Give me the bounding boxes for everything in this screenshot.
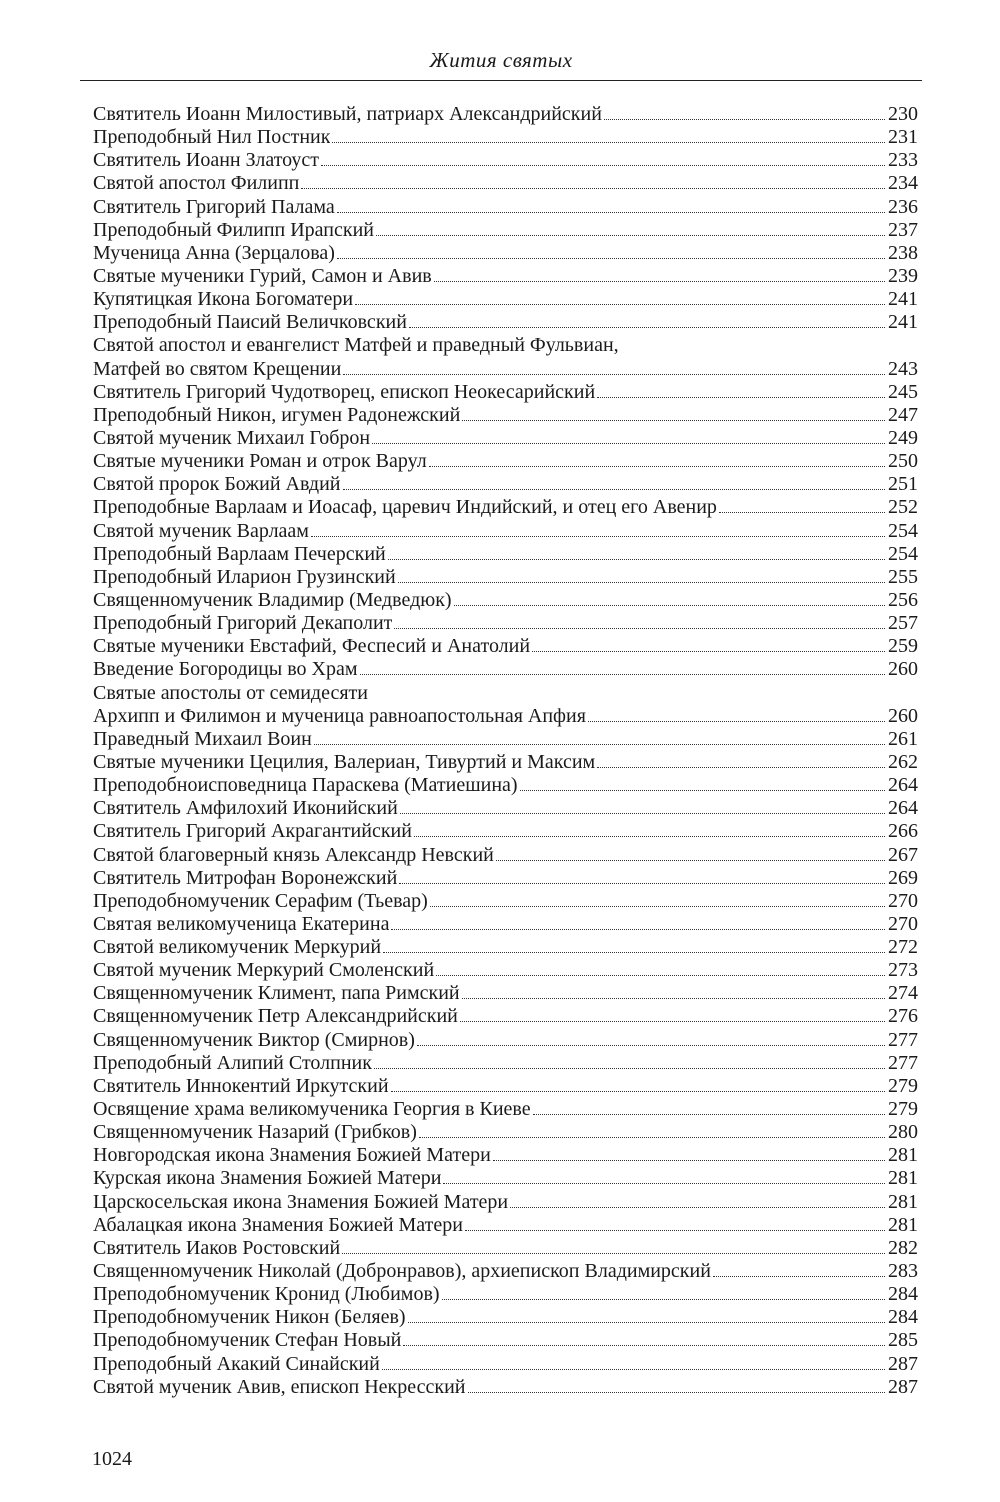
toc-entry-row — [93, 1376, 918, 1399]
toc-entry-page-number: 284 — [888, 1283, 918, 1306]
dot-leader — [468, 1392, 886, 1393]
toc-entry-row — [93, 126, 918, 149]
dot-leader — [597, 767, 885, 768]
toc-entry-page-number: 241 — [888, 311, 918, 334]
toc-entry-page-number: 277 — [888, 1028, 918, 1051]
toc-entry-row — [93, 172, 918, 195]
toc-entry-row — [93, 196, 918, 219]
dot-leader — [360, 674, 885, 675]
toc-entry-title: Новгородская икона Знамения Божией Матери — [93, 1144, 491, 1167]
toc-entry-title: Освящение храма великомученика Георгия в Киеве — [93, 1098, 531, 1121]
toc-entry-title: Святитель Григорий Палама — [93, 195, 335, 218]
dot-leader — [532, 651, 885, 652]
toc-entry-row — [93, 728, 918, 751]
dot-leader — [417, 1045, 885, 1046]
toc-entry-page-number: 262 — [888, 750, 918, 773]
toc-entry-row — [93, 959, 918, 982]
toc-entry-row — [93, 1214, 918, 1237]
dot-leader — [343, 374, 885, 375]
toc-entry-page-number: 280 — [888, 1121, 918, 1144]
toc-entry-title: Праведный Михаил Воин — [93, 727, 312, 750]
toc-entry[interactable] — [93, 682, 918, 728]
toc-entry-row — [93, 427, 918, 450]
toc-entry-row — [93, 1167, 918, 1190]
toc-entry-page-number: 287 — [888, 1352, 918, 1375]
toc-entry-row — [93, 982, 918, 1005]
toc-entry-row — [93, 103, 918, 126]
toc-entry-row — [93, 1052, 918, 1075]
toc-entry[interactable] — [93, 149, 918, 172]
toc-entry-page-number: 249 — [888, 426, 918, 449]
toc-entry[interactable] — [93, 658, 918, 681]
dot-leader — [355, 304, 885, 305]
toc-entry-row — [93, 867, 918, 890]
toc-entry[interactable] — [93, 219, 918, 242]
toc-entry-title: Преподобные Варлаам и Иоасаф, царевич Индийский, и отец его Авенир — [93, 496, 717, 519]
toc-entry-first-line: Святые апостолы от семидесяти — [93, 681, 368, 704]
toc-entry-page-number: 270 — [888, 912, 918, 935]
toc-entry-title: Преподобный Варлаам Печерский — [93, 542, 386, 565]
dot-leader — [713, 1276, 885, 1277]
dot-leader — [332, 142, 885, 143]
toc-entry[interactable] — [93, 612, 918, 635]
toc-entry-row — [93, 612, 918, 635]
toc-entry-page-number: 261 — [888, 727, 918, 750]
toc-entry-title: Преподобномученик Кронид (Любимов) — [93, 1283, 440, 1306]
toc-entry[interactable] — [93, 334, 918, 380]
toc-entry-page-number: 260 — [888, 658, 918, 681]
dot-leader — [460, 1021, 885, 1022]
toc-entry-page-number: 277 — [888, 1051, 918, 1074]
toc-entry-page-number: 257 — [888, 612, 918, 635]
page-number: 1024 — [92, 1448, 132, 1470]
toc-entry[interactable] — [93, 1075, 918, 1098]
toc-entry-row — [93, 242, 918, 265]
toc-entry-page-number: 287 — [888, 1375, 918, 1398]
toc-entry-row — [93, 705, 918, 728]
header-rule — [80, 80, 922, 81]
toc-entry-title: Преподобный Паисий Величковский — [93, 311, 407, 334]
dot-leader — [533, 1114, 885, 1115]
toc-entry-row — [93, 1098, 918, 1121]
dot-leader — [301, 188, 885, 189]
dot-leader — [374, 1068, 885, 1069]
dot-leader — [400, 813, 885, 814]
toc-entry-page-number: 281 — [888, 1144, 918, 1167]
toc-entry-page-number: 264 — [888, 797, 918, 820]
toc-entry-page-number: 236 — [888, 195, 918, 218]
toc-entry-page-number: 276 — [888, 1005, 918, 1028]
toc-entry-title: Святой мученик Михаил Гоброн — [93, 426, 371, 449]
toc-entry-page-number: 279 — [888, 1098, 918, 1121]
toc-entry[interactable] — [93, 1353, 918, 1376]
toc-entry-title: Святая великомученица Екатерина — [93, 912, 390, 935]
dot-leader — [436, 975, 885, 976]
toc-entry[interactable] — [93, 1329, 918, 1352]
toc-entry-row — [93, 658, 918, 681]
dot-leader — [462, 998, 885, 999]
toc-entry-page-number: 274 — [888, 982, 918, 1005]
toc-entry-row — [93, 566, 918, 589]
toc-entry-row — [93, 1306, 918, 1329]
toc-entry-title: Святитель Амфилохий Иконийский — [93, 797, 398, 820]
toc-entry-page-number: 239 — [888, 264, 918, 287]
toc-entry[interactable] — [93, 543, 918, 566]
toc-entry-page-number: 283 — [888, 1260, 918, 1283]
toc-entry[interactable] — [93, 867, 918, 890]
toc-entry-row — [93, 797, 918, 820]
toc-entry[interactable] — [93, 1167, 918, 1190]
toc-entry-title: Святой пророк Божий Авдий — [93, 473, 341, 496]
toc-entry[interactable] — [93, 589, 918, 612]
toc-entry-page-number: 241 — [888, 288, 918, 311]
toc-entry-page-number: 281 — [888, 1167, 918, 1190]
toc-entry[interactable] — [93, 1283, 918, 1306]
toc-entry-title: Святой великомученик Меркурий — [93, 936, 382, 959]
toc-entry[interactable] — [93, 496, 918, 519]
dot-leader — [462, 420, 885, 421]
toc-entry[interactable] — [93, 1052, 918, 1075]
toc-entry-page-number: 233 — [888, 149, 918, 172]
dot-leader — [399, 883, 885, 884]
toc-entry[interactable] — [93, 473, 918, 496]
toc-entry-row — [93, 1144, 918, 1167]
dot-leader — [343, 489, 886, 490]
toc-entry[interactable] — [93, 1376, 918, 1399]
toc-entry-row — [93, 450, 918, 473]
toc-entry-row — [93, 473, 918, 496]
toc-entry-title: Священномученик Назарий (Грибков) — [93, 1121, 417, 1144]
toc-entry-page-number: 260 — [888, 704, 918, 727]
toc-entry[interactable] — [93, 751, 918, 774]
dot-leader — [398, 582, 885, 583]
toc-entry[interactable] — [93, 1191, 918, 1214]
dot-leader — [419, 1137, 885, 1138]
toc-entry-title: Матфей во святом Крещении — [93, 357, 342, 380]
toc-entry-row — [93, 543, 918, 566]
toc-entry-row — [93, 1005, 918, 1028]
toc-entry-title: Святые мученики Роман и отрок Варул — [93, 450, 427, 473]
toc-entry[interactable] — [93, 404, 918, 427]
toc-entry-page-number: 264 — [888, 774, 918, 797]
dot-leader — [409, 327, 885, 328]
toc-entry[interactable] — [93, 126, 918, 149]
toc-entry-page-number: 254 — [888, 542, 918, 565]
toc-entry-title: Священномученик Виктор (Смирнов) — [93, 1028, 415, 1051]
toc-entry-row — [93, 496, 918, 519]
toc-entry-page-number: 238 — [888, 241, 918, 264]
toc-entry-title: Архипп и Филимон и мученица равноапостольная Апфия — [93, 704, 586, 727]
toc-entry-page-number: 231 — [888, 126, 918, 149]
dot-leader — [604, 119, 885, 120]
toc-entry-page-number: 285 — [888, 1329, 918, 1352]
dot-leader — [321, 165, 885, 166]
dot-leader — [434, 281, 885, 282]
toc-entry-title: Введение Богородицы во Храм — [93, 658, 358, 681]
toc-entry-page-number: 234 — [888, 172, 918, 195]
dot-leader — [391, 1091, 885, 1092]
toc-entry-row — [93, 936, 918, 959]
dot-leader — [597, 397, 885, 398]
dot-leader — [496, 860, 885, 861]
dot-leader — [493, 1160, 885, 1161]
toc-entry[interactable] — [93, 1306, 918, 1329]
dot-leader — [382, 1369, 885, 1370]
toc-entry-title: Священномученик Климент, папа Римский — [93, 982, 460, 1005]
toc-entry[interactable] — [93, 635, 918, 658]
toc-entry-title: Священномученик Петр Александрийский — [93, 1005, 458, 1028]
toc-entry[interactable] — [93, 427, 918, 450]
dot-leader — [719, 512, 885, 513]
toc-entry-page-number: 251 — [888, 473, 918, 496]
toc-entry-title: Святитель Григорий Чудотворец, епископ Неокесарийский — [93, 380, 596, 403]
dot-leader — [337, 258, 885, 259]
toc-entry[interactable] — [93, 982, 918, 1005]
toc-entry-title: Святой мученик Варлаам — [93, 519, 309, 542]
toc-entry-row — [93, 774, 918, 797]
toc-entry-page-number: 281 — [888, 1190, 918, 1213]
toc-entry[interactable] — [93, 1029, 918, 1052]
toc-entry-page-number: 272 — [888, 936, 918, 959]
toc-entry-page-number: 247 — [888, 403, 918, 426]
toc-entry-page-number: 245 — [888, 380, 918, 403]
toc-entry[interactable] — [93, 103, 918, 126]
toc-entry-row — [93, 149, 918, 172]
toc-entry-title: Преподобный Алипий Столпник — [93, 1051, 372, 1074]
toc-entry-title: Святой мученик Авив, епископ Некресский — [93, 1375, 466, 1398]
toc-entry[interactable] — [93, 774, 918, 797]
toc-entry[interactable] — [93, 936, 918, 959]
toc-entry-page-number: 256 — [888, 588, 918, 611]
toc-entry-title: Мученица Анна (Зерцалова) — [93, 241, 335, 264]
toc-entry[interactable] — [93, 1144, 918, 1167]
toc-entry-page-number: 250 — [888, 450, 918, 473]
toc-entry-title: Преподобный Нил Постник — [93, 126, 331, 149]
dot-leader — [391, 929, 885, 930]
toc-entry[interactable] — [93, 288, 918, 311]
toc-entry-page-number: 269 — [888, 866, 918, 889]
dot-leader — [442, 1299, 885, 1300]
toc-entry-row — [93, 890, 918, 913]
toc-entry-page-number: 266 — [888, 820, 918, 843]
toc-entry-row — [93, 751, 918, 774]
dot-leader — [376, 235, 885, 236]
toc-entry[interactable] — [93, 242, 918, 265]
dot-leader — [383, 952, 885, 953]
dot-leader — [465, 1230, 885, 1231]
toc-entry-title: Святой мученик Меркурий Смоленский — [93, 959, 435, 982]
toc-entry[interactable] — [93, 1260, 918, 1283]
toc-entry[interactable] — [93, 311, 918, 334]
toc-entry-title: Преподобномученик Стефан Новый — [93, 1329, 402, 1352]
toc-entry-title: Абалацкая икона Знамения Божией Матери — [93, 1213, 463, 1236]
toc-entry[interactable] — [93, 890, 918, 913]
toc-entry-row — [93, 635, 918, 658]
toc-entry-row — [93, 311, 918, 334]
toc-entry[interactable] — [93, 450, 918, 473]
toc-entry-row — [93, 358, 918, 381]
toc-entry-row — [93, 1075, 918, 1098]
toc-entry-title: Святитель Иннокентий Иркутский — [93, 1074, 389, 1097]
toc-entry-page-number: 273 — [888, 959, 918, 982]
dot-leader — [454, 605, 885, 606]
toc-entry-page-number: 279 — [888, 1074, 918, 1097]
toc-entry[interactable] — [93, 797, 918, 820]
toc-entry-page-number: 281 — [888, 1213, 918, 1236]
toc-entry-row — [93, 589, 918, 612]
toc-entry-row — [93, 1191, 918, 1214]
dot-leader — [520, 790, 885, 791]
toc-entry-row — [93, 1260, 918, 1283]
dot-leader — [414, 836, 885, 837]
toc-entry[interactable] — [93, 728, 918, 751]
toc-entry[interactable] — [93, 820, 918, 843]
dot-leader — [408, 1322, 885, 1323]
toc-entry-row — [93, 1121, 918, 1144]
toc-entry[interactable] — [93, 913, 918, 936]
toc-entry-title: Преподобный Григорий Декаполит — [93, 612, 393, 635]
dot-leader — [337, 212, 885, 213]
toc-entry-title: Курская икона Знамения Божией Матери — [93, 1167, 442, 1190]
toc-entry-title: Священномученик Владимир (Медведюк) — [93, 588, 452, 611]
toc-entry[interactable] — [93, 1005, 918, 1028]
toc-entry-row — [93, 288, 918, 311]
toc-entry-title: Преподобномученик Никон (Беляев) — [93, 1306, 406, 1329]
dot-leader — [443, 1183, 885, 1184]
toc-entry-row — [93, 1353, 918, 1376]
toc-entry-title: Преподобный Акакий Синайский — [93, 1352, 380, 1375]
toc-entry-title: Преподобномученик Серафим (Тьевар) — [93, 889, 428, 912]
toc-entry[interactable] — [93, 1098, 918, 1121]
dot-leader — [311, 536, 885, 537]
toc-entry-row — [93, 1329, 918, 1352]
toc-entry-first-line: Святой апостол и евангелист Матфей и праведный Фульвиан, — [93, 334, 619, 357]
toc-entry-title: Святитель Иоанн Златоуст — [93, 149, 320, 172]
toc-entry[interactable] — [93, 959, 918, 982]
toc-entry-row — [93, 381, 918, 404]
toc-entry-page-number: 252 — [888, 496, 918, 519]
toc-entry-title: Святой благоверный князь Александр Невский — [93, 843, 494, 866]
toc-entry-row — [93, 520, 918, 543]
toc-entry-title: Царскосельская икона Знамения Божией Матери — [93, 1190, 509, 1213]
toc-entry-page-number: 267 — [888, 843, 918, 866]
toc-entry[interactable] — [93, 520, 918, 543]
toc-entry[interactable] — [93, 844, 918, 867]
toc-entry[interactable] — [93, 381, 918, 404]
toc-entry-page-number: 230 — [888, 103, 918, 125]
dot-leader — [388, 559, 885, 560]
toc-entry-title: Святитель Митрофан Воронежский — [93, 866, 398, 889]
toc-entry[interactable] — [93, 1237, 918, 1260]
toc-entry-title: Купятицкая Икона Богоматери — [93, 288, 354, 311]
toc-entry-page-number: 270 — [888, 889, 918, 912]
toc-entry[interactable] — [93, 196, 918, 219]
toc-entry-row — [93, 1283, 918, 1306]
toc-entry-title: Святые мученики Гурий, Самон и Авив — [93, 264, 432, 287]
toc-entry-row — [93, 1029, 918, 1052]
toc-entry-title: Преподобный Никон, игумен Радонежский — [93, 403, 461, 426]
toc-entry-title: Святые мученики Евстафий, Феспесий и Анатолий — [93, 635, 531, 658]
toc-entry-title: Святитель Иоанн Милостивый, патриарх Александрийский — [93, 103, 602, 125]
toc-entry[interactable] — [93, 1214, 918, 1237]
toc-entry-row — [93, 404, 918, 427]
toc-entry-title: Святитель Иаков Ростовский — [93, 1236, 341, 1259]
dot-leader — [403, 1345, 885, 1346]
toc-entry-title: Святитель Григорий Акрагантийский — [93, 820, 412, 843]
toc-entry-row — [93, 1237, 918, 1260]
table-of-contents — [93, 103, 918, 1399]
toc-entry-page-number: 284 — [888, 1306, 918, 1329]
toc-entry-page-number: 255 — [888, 565, 918, 588]
dot-leader — [588, 721, 885, 722]
toc-entry-title: Святой апостол Филипп — [93, 172, 300, 195]
toc-entry[interactable] — [93, 566, 918, 589]
toc-entry-page-number: 254 — [888, 519, 918, 542]
toc-entry[interactable] — [93, 265, 918, 288]
toc-entry-title: Преподобноисповедница Параскева (Матиешина) — [93, 774, 518, 797]
toc-entry-page-number: 259 — [888, 635, 918, 658]
dot-leader — [430, 906, 885, 907]
toc-entry-row — [93, 844, 918, 867]
dot-leader — [372, 443, 885, 444]
dot-leader — [510, 1207, 885, 1208]
running-head: Жития святых — [429, 48, 573, 72]
toc-entry[interactable] — [93, 1121, 918, 1144]
toc-entry-page-number: 243 — [888, 357, 918, 380]
toc-entry-title: Преподобный Иларион Грузинский — [93, 565, 396, 588]
toc-entry-page-number: 282 — [888, 1236, 918, 1259]
toc-entry-title: Святые мученики Цецилия, Валериан, Тивуртий и Максим — [93, 750, 596, 773]
toc-entry-row — [93, 219, 918, 242]
toc-entry[interactable] — [93, 172, 918, 195]
dot-leader — [429, 466, 885, 467]
toc-entry-title: Священномученик Николай (Добронравов), архиепископ Владимирский — [93, 1260, 711, 1283]
toc-entry-title: Преподобный Филипп Ирапский — [93, 218, 374, 241]
toc-entry-page-number: 237 — [888, 218, 918, 241]
dot-leader — [342, 1253, 885, 1254]
dot-leader — [314, 744, 885, 745]
toc-entry-row — [93, 265, 918, 288]
dot-leader — [394, 628, 885, 629]
toc-entry-row — [93, 913, 918, 936]
toc-entry-row — [93, 820, 918, 843]
